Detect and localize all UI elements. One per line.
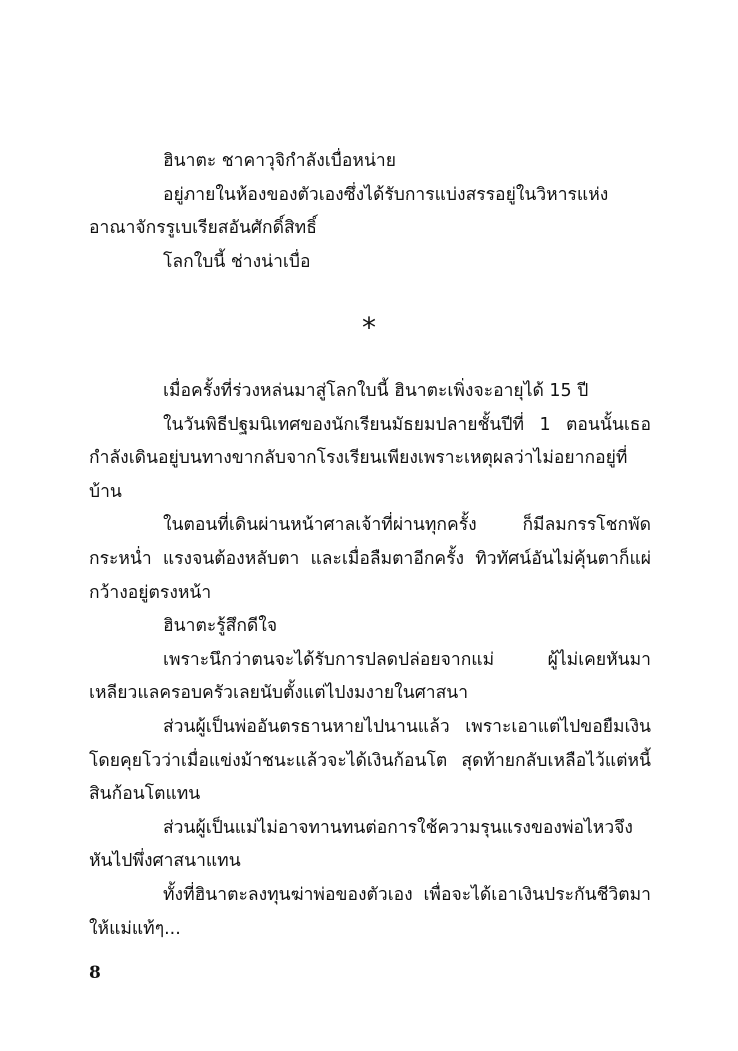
paragraph: อยู่ภายในห้องของตัวเองซึ่งได้รับการแบ่งสรรอยู่ในวิหารแห่งอาณาจักรรูเบเรียสอันศักดิ์สิทธิ์	[89, 184, 609, 239]
paragraph: ทั้งที่ฮินาตะลงทุนฆ่าพ่อของตัวเอง เพื่อจะได้เอาเงินประกันชีวิตมาให้แม่แท้ๆ...	[89, 884, 651, 939]
paragraph: เพราะนึกว่าตนจะได้รับการปลดปล่อยจากแม่ ผู้ไม่เคยหันมาเหลียวแลครอบครัวเลยนับตั้งแต่ไปงมงายในศาสนา	[89, 649, 651, 704]
paragraph: ฮินาตะรู้สึกดีใจ	[163, 616, 278, 637]
section-two	[89, 375, 651, 946]
paragraph: ส่วนผู้เป็นแม่ไม่อาจทานทนต่อการใช้ความรุนแรงของพ่อไหวจึงหันไปพึ่งศาสนาแทน	[89, 817, 633, 872]
page-number: 8	[89, 963, 101, 983]
paragraph: ฮินาตะ ชาคาวุจิกำลังเบื่อหน่าย	[163, 151, 396, 171]
scene-break-asterisk: *	[362, 311, 376, 344]
paragraph: เมื่อครั้งที่ร่วงหล่นมาสู่โลกใบนี้ ฮินาตะเพิ่งจะอายุได้ 15 ปี	[163, 381, 589, 401]
paragraph: ในวันพิธีปฐมนิเทศของนักเรียนมัธยมปลายชั้นปีที่ 1 ตอนนั้นเธอกำลังเดินอยู่บนทางขากลับจากโรงเรียนเพียงเพราะเหตุผลว่าไม่อยากอยู่ที่บ้าน	[89, 414, 651, 502]
paragraph: โลกใบนี้ ช่างน่าเบื่อ	[163, 251, 311, 272]
paragraph: ในตอนที่เดินผ่านหน้าศาลเจ้าที่ผ่านทุกครั้ง ก็มีลมกรรโชกพัดกระหน่ำ แรงจนต้องหลับตา และเมื่อลืมตาอีกครั้ง ทิวทัศน์อันไม่คุ้นตาก็แผ่กว้างอยู่ตรงหน้า	[89, 515, 651, 603]
section-one	[89, 145, 651, 279]
paragraph: ส่วนผู้เป็นพ่ออันตรธานหายไปนานแล้ว เพราะเอาแต่ไปขอยืมเงินโดยคุยโวว่าเมื่อแข่งม้าชนะแล้วจะได้เงินก้อนโต สุดท้ายกลับเหลือไว้แต่หนี้สินก้อนโตแทน	[89, 716, 651, 805]
